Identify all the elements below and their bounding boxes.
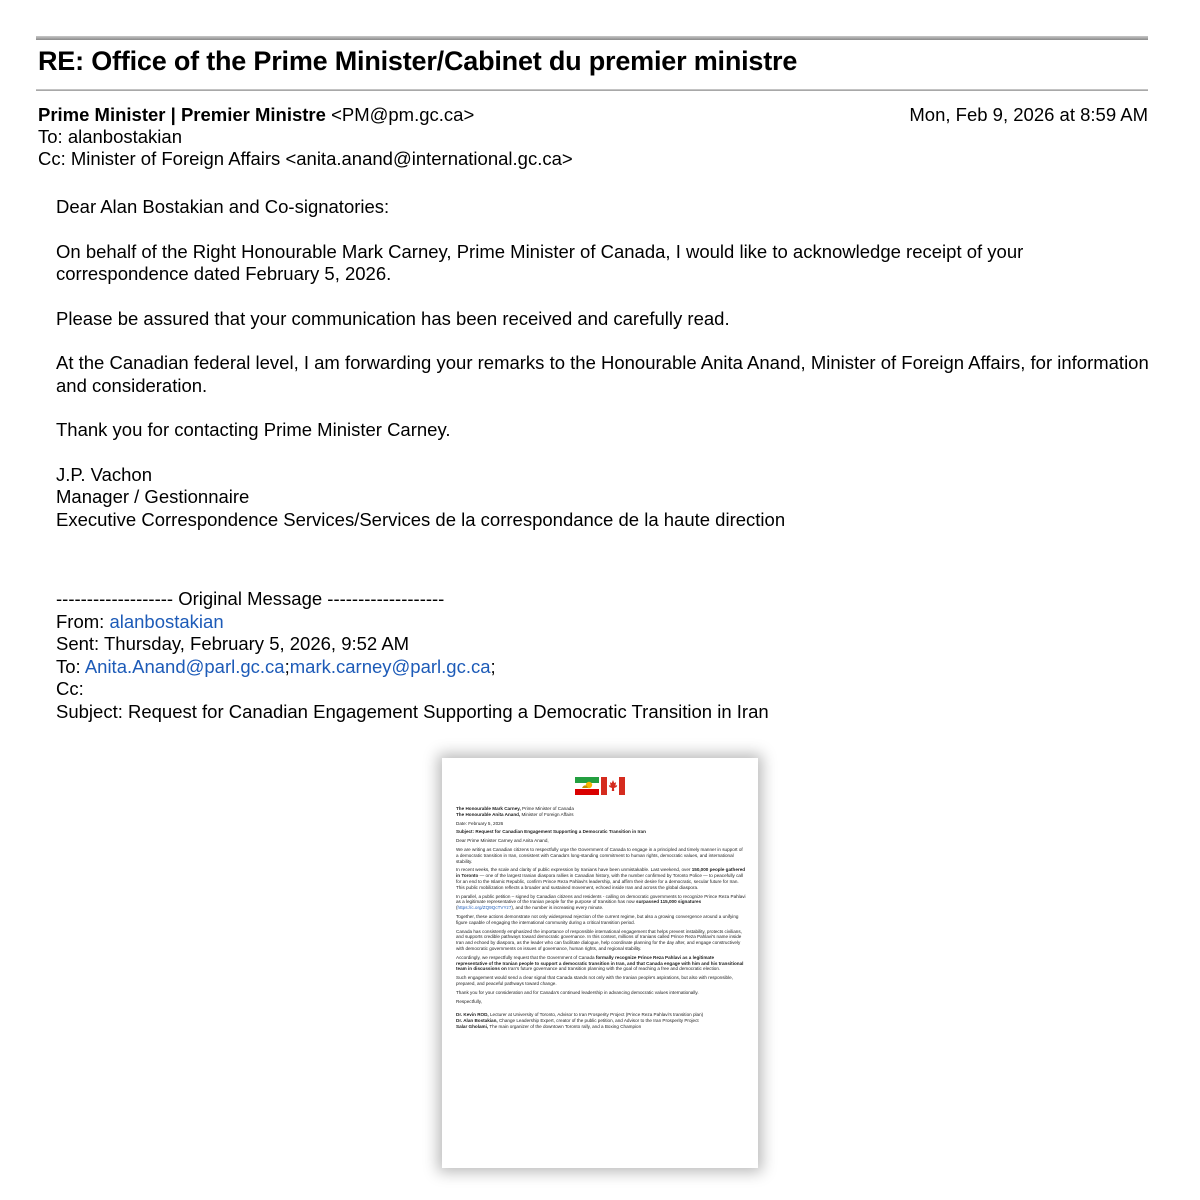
body-paragraph: On behalf of the Right Honourable Mark Carney, Prime Minister of Canada, I would like to acknowledge receipt of your correspondence dated February 5, 2026.: [56, 240, 1024, 284]
letter-addressees: The Honourable Mark Carney, Prime Minister of Canada The Honourable Anita Anand, Minister of Foreign Affairs: [456, 806, 574, 817]
original-to-line: To: Anita.Anand@parl.gc.ca;mark.carney@parl.gc.ca;: [56, 655, 496, 677]
original-separator: ------------------- Original Message -------------------: [56, 588, 445, 609]
letter-date: Date: February 5, 2026: [456, 820, 504, 826]
recipient-link-anand[interactable]: Anita.Anand@parl.gc.ca: [84, 655, 285, 677]
sender-name: Prime Minister | Premier Ministre: [38, 104, 326, 125]
original-message: [56, 588, 769, 723]
signature-name: J.P. Vachon: [56, 463, 152, 485]
recipient-link-carney[interactable]: mark.carney@parl.gc.ca: [289, 655, 491, 677]
letter-closing: Respectfully,: [456, 998, 482, 1004]
letter-subject: Subject: Request for Canadian Engagement Supporting a Democratic Transition in Iran: [456, 829, 646, 835]
original-subject-line: Subject: Request for Canadian Engagement Supporting a Democratic Transition in Iran: [56, 700, 769, 722]
header-top-rule: [36, 36, 1148, 40]
email-body: [56, 196, 1156, 531]
letter-paragraph: Canada has consistently emphasized the importance of responsible international engagement that helps prevent instability, protects civilians, and supports credible pathways toward democratic governance. In this context, millions of Iranians called Prince Reza Pahlavi's name inside Iran and echoed by diaspora, as the leader who can facilitate dialogue, help coordinate planning for the day after, and engage constructively with democratic governments on issues of governance, human rights, and regional stability.: [456, 928, 742, 951]
letter-signatories: Dr. Kevin ROD, Lecturer at University of Toronto, Advisor to Iran Prosperity Project (Prince Reza Pahlavi's transition plan) Dr. Alan Bostakian, Change Leadership Expert, creator of the public petition, and Advisor to the Iran Prosperity Project Salar Gholami, The main organizer of the downtown Toronto rally, and a Boxing Champion: [456, 1012, 704, 1029]
letter-paragraph: Such engagement would send a clear signal that Canada stands not only with the Iranian people's aspirations, but also with responsible, prepared, and peaceful pathways toward change.: [456, 975, 733, 986]
email-subject: RE: Office of the Prime Minister/Cabinet du premier ministre: [38, 46, 798, 76]
signature-block: [56, 464, 1156, 532]
header-divider: [36, 89, 1148, 91]
body-paragraph: Please be assured that your communication has been received and carefully read.: [56, 307, 730, 329]
letter-paragraph: In parallel, a public petition – signed by Canadian citizens and residents - calling on democratic governments to recognize Prince Reza Pahlavi as a legitimate representative of the Iranian people for the purpose of transition has now surpassed 115,000 signatures (https://c.org/ZQ9QcTVYz7), and the number is increasing every minute.: [456, 893, 746, 911]
letter-paragraph: Thank you for your consideration and for Canada's continued leadership in advancing democratic values internationally.: [456, 989, 699, 995]
cc-line: Cc: Minister of Foreign Affairs <anita.anand@international.gc.ca>: [38, 148, 573, 169]
body-paragraph: At the Canadian federal level, I am forwarding your remarks to the Honourable Anita Anand, Minister of Foreign Affairs, for information and consideration.: [56, 352, 1149, 396]
original-from-line: From: alanbostakian: [56, 610, 224, 632]
letter-attachment-image[interactable]: [442, 758, 758, 1168]
signature-dept: Executive Correspondence Services/Services de la correspondance de la haute direction: [56, 508, 786, 530]
letter-greeting: Dear Prime Minister Carney and Anita Anand,: [456, 838, 549, 844]
flags: [575, 774, 625, 798]
original-from-link[interactable]: alanbostakian: [109, 610, 224, 632]
letter-paragraph: Together, these actions demonstrate not only widespread rejection of the current regime, but also a growing convergence around a unifying figure capable of engaging the international community during a critical transition period.: [456, 913, 739, 925]
greeting: Dear Alan Bostakian and Co-signatories:: [56, 196, 390, 217]
original-sent-line: Sent: Thursday, February 5, 2026, 9:52 AM: [56, 633, 410, 654]
letter-paragraph: In recent weeks, the scale and clarity of public expression by Iranians have been unmistakable. Last weekend, over 150,000 people gathered in Toronto — one of the largest Iranian diaspora rallies in Canadian history, with the number confirmed by Toronto Police — to peacefully call for an end to the Islamic Republic, confirm Prince Reza Pahlavi's leadership, and affirm their desire for a democratic, secular future for Iran. This public mobilization reflects a broader and sustained movement, echoed inside Iran and across the global diaspora.: [456, 867, 746, 890]
iran-lion-sun-flag-icon: [575, 774, 599, 798]
recipient-line: To: alanbostakian: [38, 126, 182, 147]
sender-email[interactable]: <PM@pm.gc.ca>: [331, 104, 475, 125]
letter-paragraph: Accordingly, we respectfully request that the Government of Canada formally recognize Prince Reza Pahlavi as a legitimate representative of the Iranian people to support a democratic transition in Iran, and that Canada engage with him and his transitional team in discussions on Iran's future governance and transition planning with the goal of reaching a free and democratic election.: [456, 954, 744, 972]
letter-paragraph: We are writing as Canadian citizens to respectfully urge the Government of Canada to engage in a principled and timely manner in support of a democratic transition in Iran, consistent with Canada's long-standing commitment to human rights, democratic values, and international stability.: [456, 846, 743, 864]
canada-flag-icon: [601, 774, 625, 798]
sender-line: [38, 104, 474, 126]
letter-text: [456, 806, 746, 1033]
body-paragraph: Thank you for contacting Prime Minister Carney.: [56, 419, 451, 440]
email-date: Mon, Feb 9, 2026 at 8:59 AM: [909, 104, 1148, 125]
original-cc-line: Cc:: [56, 678, 84, 699]
signature-title: Manager / Gestionnaire: [56, 486, 250, 507]
